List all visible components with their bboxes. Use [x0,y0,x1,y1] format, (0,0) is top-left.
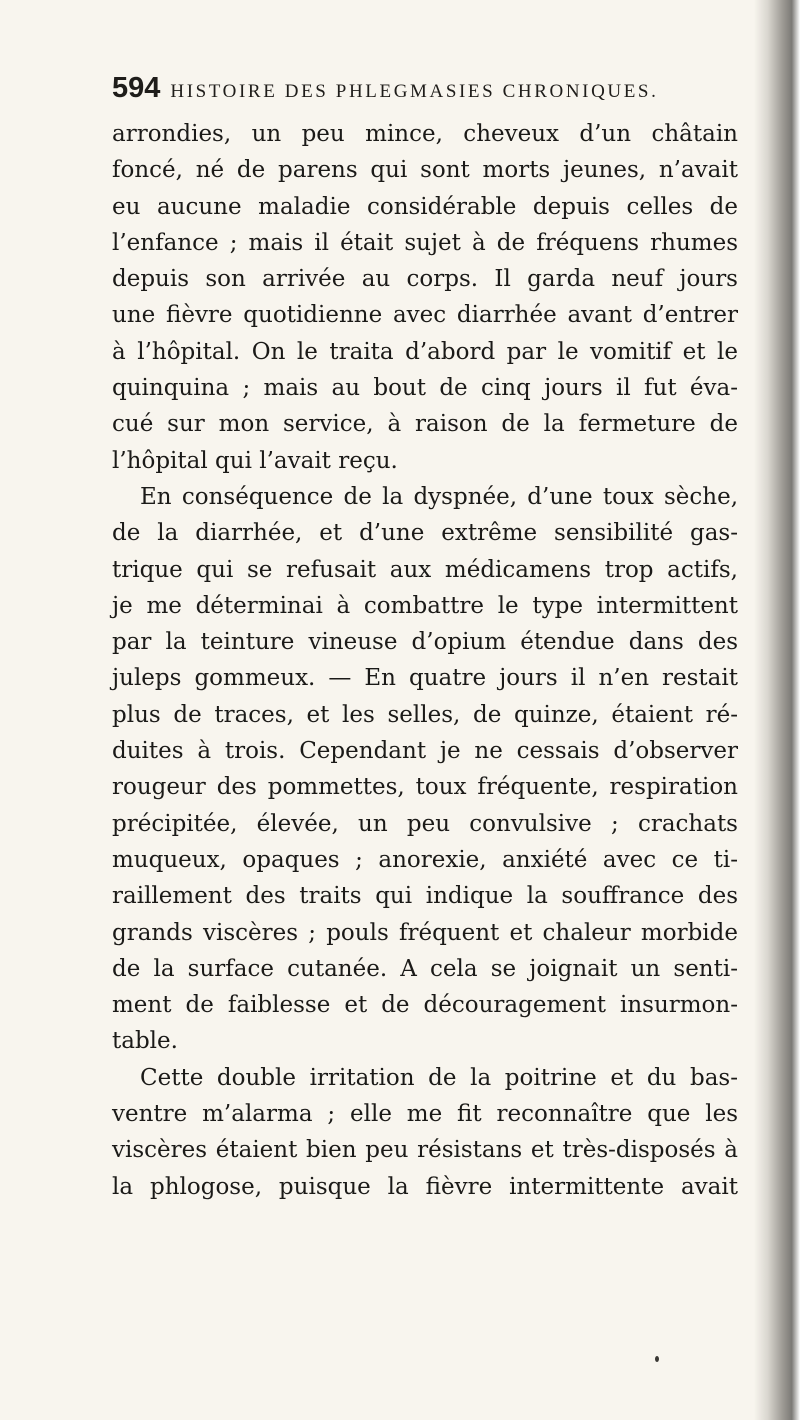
text-line: ventre m’alarma ; elle me fit reconnaître que les [112,1101,738,1128]
text-line: grands viscères ; pouls fréquent et chaleur morbide [112,919,738,946]
page-number: 594 [112,72,161,104]
text-line: muqueux, opaques ; anorexie, anxiété avec ce ti- [112,846,738,873]
text-line: raillement des traits qui indique la souffrance des [112,883,738,910]
binding-gutter [754,0,800,1420]
running-title: HISTOIRE DES PHLEGMASIES CHRONIQUES. [170,81,659,102]
text-line: arrondies, un peu mince, cheveux d’un châtain [112,121,738,147]
ink-dot-mark [655,1356,659,1362]
running-head [112,72,732,116]
text-line: trique qui se refusait aux médicamens trop actifs, [112,556,738,583]
text-line: par la teinture vineuse d’opium étendue dans des [112,629,738,656]
text-line: juleps gommeux. — En quatre jours il n’en restait [112,665,738,692]
text-line: table. [112,1028,178,1055]
body-text [112,116,738,1205]
text-line: cué sur mon service, à raison de la fermeture de [112,411,738,438]
text-line: de la surface cutanée. A cela se joignait un senti- [112,955,738,982]
text-line: je me déterminai à combattre le type intermittent [112,592,738,619]
text-line: à l’hôpital. On le traita d’abord par le vomitif et le [112,338,738,365]
text-line: depuis son arrivée au corps. Il garda neuf jours [112,266,738,293]
text-line: une fièvre quotidienne avec diarrhée avant d’entrer [112,302,738,329]
text-line: eu aucune maladie considérable depuis celles de [112,193,738,220]
text-line: plus de traces, et les selles, de quinze, étaient ré- [112,701,738,728]
text-line: En conséquence de la dyspnée, d’une toux sèche, [140,483,738,510]
text-line: foncé, né de parens qui sont morts jeunes, n’avait [112,157,738,184]
text-line: quinquina ; mais au bout de cinq jours il fut éva- [112,375,738,402]
text-line: viscères étaient bien peu résistans et très-disposés à [112,1137,738,1164]
text-line: de la diarrhée, et d’une extrême sensibilité gas- [112,520,738,547]
text-line: Cette double irritation de la poitrine et du bas- [140,1064,738,1091]
text-line: l’hôpital qui l’avait reçu. [112,447,398,474]
text-line: duites à trois. Cependant je ne cessais d’observer [112,738,738,765]
text-line: rougeur des pommettes, toux fréquente, respiration [112,774,738,801]
text-line: la phlogose, puisque la fièvre intermittente avait [112,1173,738,1200]
text-line: l’enfance ; mais il était sujet à de fréquens rhumes [112,229,738,256]
text-line: précipitée, élevée, un peu convulsive ; crachats [112,810,738,837]
text-line: ment de faiblesse et de découragement insurmon- [112,992,738,1019]
